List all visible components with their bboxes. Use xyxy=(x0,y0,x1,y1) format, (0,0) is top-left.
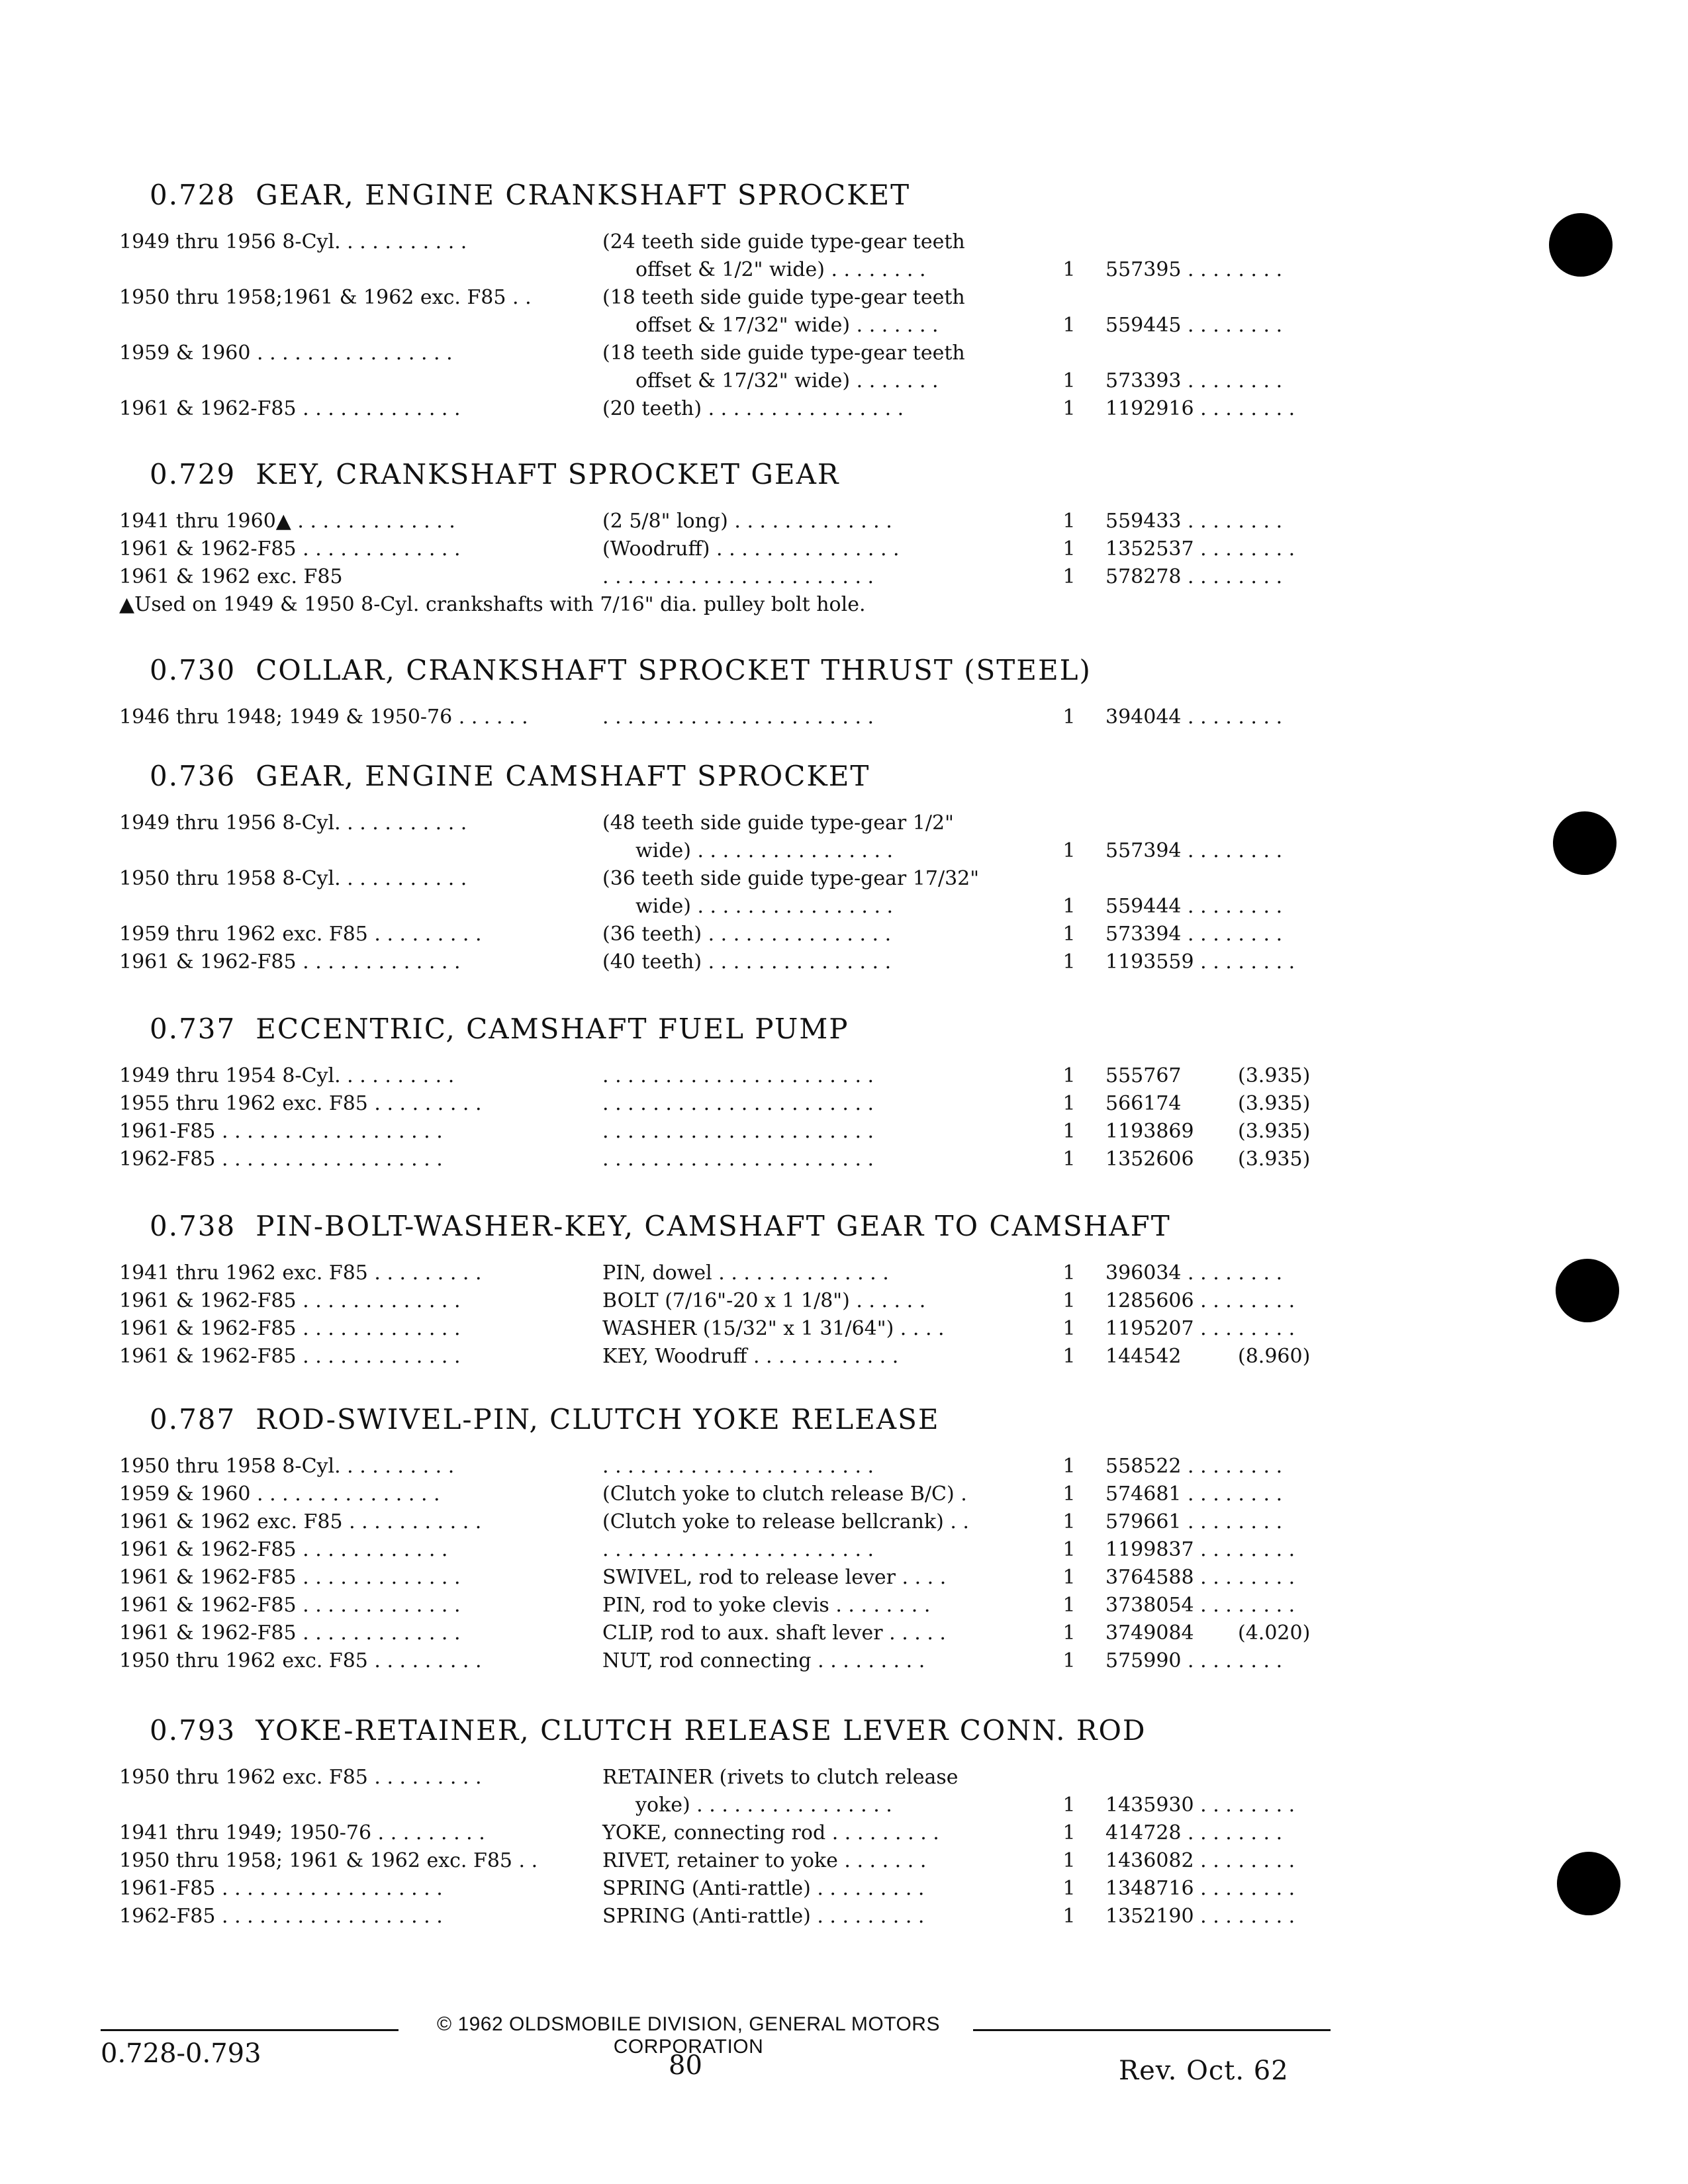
model-years: 1955 thru 1962 exc. F85 . . . . . . . . . xyxy=(119,1092,482,1115)
parts-section xyxy=(99,179,1357,423)
description-line-1: (36 teeth) . . . . . . . . . . . . . . . xyxy=(602,923,892,946)
part-row xyxy=(99,228,1357,284)
quantity: 1 xyxy=(1062,1455,1076,1478)
part-number: 394044 . . . . . . . . xyxy=(1105,705,1283,729)
description-line-1: SPRING (Anti-rattle) . . . . . . . . . xyxy=(602,1905,925,1928)
part-row xyxy=(99,1315,1357,1343)
description-line-1: . . . . . . . . . . . . . . . . . . . . . . xyxy=(602,1120,874,1143)
quantity: 1 xyxy=(1062,1289,1076,1312)
description-line-1: WASHER (15/32" x 1 31/64") . . . . xyxy=(602,1317,945,1340)
section-title: ROD-SWIVEL-PIN, CLUTCH YOKE RELEASE xyxy=(256,1403,940,1435)
part-number: 578278 . . . . . . . . xyxy=(1105,565,1283,588)
quantity: 1 xyxy=(1062,1594,1076,1617)
model-years: 1961 & 1962-F85 . . . . . . . . . . . . . xyxy=(119,1317,461,1340)
model-years: 1961 & 1962-F85 . . . . . . . . . . . . . xyxy=(119,950,461,974)
part-row xyxy=(99,1764,1357,1819)
section-number: 0.737 xyxy=(150,1013,236,1045)
description-line-1: RETAINER (rivets to clutch release xyxy=(602,1766,959,1789)
group-reference: (3.935) xyxy=(1238,1092,1311,1115)
part-row xyxy=(99,1062,1357,1090)
description-line-1: YOKE, connecting rod . . . . . . . . . xyxy=(602,1821,939,1844)
punch-hole-3 xyxy=(1556,1259,1619,1322)
part-number: 1352537 . . . . . . . . xyxy=(1105,537,1295,561)
quantity: 1 xyxy=(1062,258,1076,281)
section-footnote: ▲Used on 1949 & 1950 8-Cyl. crankshafts with 7/16" dia. pulley bolt hole. xyxy=(119,593,866,616)
quantity: 1 xyxy=(1062,1148,1076,1171)
quantity: 1 xyxy=(1062,1621,1076,1645)
model-years: 1961 & 1962-F85 . . . . . . . . . . . . . xyxy=(119,1289,461,1312)
group-reference: (4.020) xyxy=(1238,1621,1311,1645)
part-number: 557395 . . . . . . . . xyxy=(1105,258,1283,281)
description-line-2: wide) . . . . . . . . . . . . . . . . xyxy=(635,895,894,918)
model-years: 1959 & 1960 . . . . . . . . . . . . . . . . xyxy=(119,341,453,365)
description-line-1: . . . . . . . . . . . . . . . . . . . . . . xyxy=(602,1148,874,1171)
model-years: 1962-F85 . . . . . . . . . . . . . . . . . . xyxy=(119,1148,443,1171)
part-number: 558522 . . . . . . . . xyxy=(1105,1455,1283,1478)
quantity: 1 xyxy=(1062,1649,1076,1672)
part-number: 396034 . . . . . . . . xyxy=(1105,1261,1283,1285)
section-number: 0.793 xyxy=(150,1714,236,1747)
part-number: 557394 . . . . . . . . xyxy=(1105,839,1283,862)
quantity: 1 xyxy=(1062,1120,1076,1143)
model-years: 1949 thru 1954 8-Cyl. . . . . . . . . . xyxy=(119,1064,455,1087)
description-line-1: (18 teeth side guide type-gear teeth xyxy=(602,341,965,365)
quantity: 1 xyxy=(1062,1092,1076,1115)
quantity: 1 xyxy=(1062,1821,1076,1844)
part-row xyxy=(99,1118,1357,1146)
section-number: 0.730 xyxy=(150,654,236,686)
quantity: 1 xyxy=(1062,1566,1076,1589)
footer-rule-left xyxy=(101,2029,399,2031)
part-row xyxy=(99,1819,1357,1847)
parts-section xyxy=(99,760,1357,976)
part-description xyxy=(602,1764,1152,1817)
model-years: 1950 thru 1958; 1961 & 1962 exc. F85 . . xyxy=(119,1849,538,1872)
part-number: 1193869 xyxy=(1105,1120,1194,1143)
section-number: 0.729 xyxy=(150,458,236,490)
section-heading xyxy=(150,760,1357,792)
part-description xyxy=(602,865,1152,918)
part-row xyxy=(99,1508,1357,1536)
description-line-1: . . . . . . . . . . . . . . . . . . . . . . xyxy=(602,565,874,588)
part-number: 1195207 . . . . . . . . xyxy=(1105,1317,1295,1340)
part-number: 414728 . . . . . . . . xyxy=(1105,1821,1283,1844)
section-number: 0.736 xyxy=(150,760,236,792)
description-line-1: (36 teeth side guide type-gear 17/32" xyxy=(602,867,980,890)
section-title: GEAR, ENGINE CRANKSHAFT SPROCKET xyxy=(256,179,911,211)
quantity: 1 xyxy=(1062,565,1076,588)
part-description xyxy=(602,284,1152,337)
part-row xyxy=(99,948,1357,976)
description-line-1: (Clutch yoke to release bellcrank) . . xyxy=(602,1510,969,1533)
part-row xyxy=(99,1453,1357,1480)
quantity: 1 xyxy=(1062,923,1076,946)
model-years: 1961-F85 . . . . . . . . . . . . . . . . . . xyxy=(119,1877,443,1900)
section-number: 0.728 xyxy=(150,179,236,211)
model-years: 1941 thru 1962 exc. F85 . . . . . . . . . xyxy=(119,1261,482,1285)
part-row xyxy=(99,340,1357,395)
model-years: 1949 thru 1956 8-Cyl. . . . . . . . . . . xyxy=(119,811,467,835)
description-line-1: RIVET, retainer to yoke . . . . . . . xyxy=(602,1849,927,1872)
section-title: ECCENTRIC, CAMSHAFT FUEL PUMP xyxy=(256,1013,849,1045)
part-row xyxy=(99,563,1357,591)
quantity: 1 xyxy=(1062,1877,1076,1900)
section-heading xyxy=(150,1403,1357,1435)
section-number: 0.787 xyxy=(150,1403,236,1435)
model-years: 1961 & 1962 exc. F85 xyxy=(119,565,343,588)
part-number: 1435930 . . . . . . . . xyxy=(1105,1794,1295,1817)
description-line-1: (Clutch yoke to clutch release B/C) . xyxy=(602,1482,967,1506)
part-number: 1436082 . . . . . . . . xyxy=(1105,1849,1295,1872)
description-line-2: offset & 17/32" wide) . . . . . . . xyxy=(635,369,939,392)
description-line-1: SPRING (Anti-rattle) . . . . . . . . . xyxy=(602,1877,925,1900)
part-number: 559433 . . . . . . . . xyxy=(1105,510,1283,533)
part-row xyxy=(99,809,1357,865)
quantity: 1 xyxy=(1062,1261,1076,1285)
group-reference: (3.935) xyxy=(1238,1148,1311,1171)
quantity: 1 xyxy=(1062,839,1076,862)
quantity: 1 xyxy=(1062,1905,1076,1928)
description-line-1: PIN, rod to yoke clevis . . . . . . . . xyxy=(602,1594,931,1617)
part-row xyxy=(99,1564,1357,1592)
punch-hole-2 xyxy=(1553,811,1617,875)
model-years: 1950 thru 1958 8-Cyl. . . . . . . . . . xyxy=(119,1455,455,1478)
parts-section xyxy=(99,1210,1357,1371)
model-years: 1961 & 1962-F85 . . . . . . . . . . . . . xyxy=(119,1594,461,1617)
model-years: 1946 thru 1948; 1949 & 1950-76 . . . . . . xyxy=(119,705,528,729)
section-heading xyxy=(150,654,1357,686)
part-row xyxy=(99,1647,1357,1675)
description-line-1: (Woodruff) . . . . . . . . . . . . . . . xyxy=(602,537,900,561)
model-years: 1950 thru 1962 exc. F85 . . . . . . . . . xyxy=(119,1766,482,1789)
part-row xyxy=(99,865,1357,921)
quantity: 1 xyxy=(1062,510,1076,533)
part-number: 566174 xyxy=(1105,1092,1182,1115)
part-number: 1192916 . . . . . . . . xyxy=(1105,397,1295,420)
part-row xyxy=(99,395,1357,423)
model-years: 1961 & 1962-F85 . . . . . . . . . . . . . xyxy=(119,397,461,420)
part-row xyxy=(99,1847,1357,1875)
part-row xyxy=(99,1592,1357,1619)
section-title: COLLAR, CRANKSHAFT SPROCKET THRUST (STEEL) xyxy=(256,654,1092,686)
quantity: 1 xyxy=(1062,397,1076,420)
model-years: 1961 & 1962-F85 . . . . . . . . . . . . . xyxy=(119,537,461,561)
quantity: 1 xyxy=(1062,1510,1076,1533)
model-years: 1961 & 1962-F85 . . . . . . . . . . . . . xyxy=(119,1566,461,1589)
quantity: 1 xyxy=(1062,537,1076,561)
punch-hole-4 xyxy=(1557,1852,1620,1915)
description-line-1: (48 teeth side guide type-gear 1/2" xyxy=(602,811,954,835)
description-line-1: . . . . . . . . . . . . . . . . . . . . . . xyxy=(602,1538,874,1561)
footer-rule-right xyxy=(973,2029,1331,2031)
part-number: 3738054 . . . . . . . . xyxy=(1105,1594,1295,1617)
part-number: 144542 xyxy=(1105,1345,1182,1368)
part-row xyxy=(99,508,1357,535)
description-line-1: BOLT (7/16"-20 x 1 1/8") . . . . . . xyxy=(602,1289,926,1312)
part-number: 559445 . . . . . . . . xyxy=(1105,314,1283,337)
description-line-2: offset & 1/2" wide) . . . . . . . . xyxy=(635,258,926,281)
part-row xyxy=(99,1343,1357,1371)
group-reference: (3.935) xyxy=(1238,1064,1311,1087)
model-years: 1961 & 1962-F85 . . . . . . . . . . . . . xyxy=(119,1345,461,1368)
page-number: 80 xyxy=(669,2050,702,2081)
parts-section xyxy=(99,1403,1357,1675)
description-line-1: PIN, dowel . . . . . . . . . . . . . . xyxy=(602,1261,889,1285)
part-number: 1352190 . . . . . . . . xyxy=(1105,1905,1295,1928)
section-heading xyxy=(150,179,1357,211)
description-line-2: yoke) . . . . . . . . . . . . . . . . xyxy=(635,1794,892,1817)
part-number: 574681 . . . . . . . . xyxy=(1105,1482,1283,1506)
part-number: 573394 . . . . . . . . xyxy=(1105,923,1283,946)
description-line-1: (2 5/8" long) . . . . . . . . . . . . . xyxy=(602,510,892,533)
part-description xyxy=(602,228,1152,281)
model-years: 1959 thru 1962 exc. F85 . . . . . . . . . xyxy=(119,923,482,946)
section-heading xyxy=(150,1210,1357,1242)
section-title: GEAR, ENGINE CAMSHAFT SPROCKET xyxy=(256,760,870,792)
model-years: 1961 & 1962-F85 . . . . . . . . . . . . xyxy=(119,1538,448,1561)
part-row xyxy=(99,1875,1357,1903)
model-years: 1950 thru 1958 8-Cyl. . . . . . . . . . . xyxy=(119,867,467,890)
description-line-1: CLIP, rod to aux. shaft lever . . . . . xyxy=(602,1621,946,1645)
parts-section xyxy=(99,654,1357,731)
description-line-1: (24 teeth side guide type-gear teeth xyxy=(602,230,965,253)
description-line-1: (40 teeth) . . . . . . . . . . . . . . . xyxy=(602,950,892,974)
quantity: 1 xyxy=(1062,950,1076,974)
section-number: 0.738 xyxy=(150,1210,236,1242)
group-reference: (3.935) xyxy=(1238,1120,1311,1143)
model-years: 1950 thru 1962 exc. F85 . . . . . . . . . xyxy=(119,1649,482,1672)
part-number: 573393 . . . . . . . . xyxy=(1105,369,1283,392)
model-years: 1941 thru 1960▲ . . . . . . . . . . . . . xyxy=(119,510,455,533)
description-line-1: . . . . . . . . . . . . . . . . . . . . . . xyxy=(602,1455,874,1478)
part-number: 1285606 . . . . . . . . xyxy=(1105,1289,1295,1312)
quantity: 1 xyxy=(1062,1794,1076,1817)
copyright-notice: © 1962 OLDSMOBILE DIVISION, GENERAL MOTORS CORPORATION xyxy=(437,2013,940,2058)
quantity: 1 xyxy=(1062,1064,1076,1087)
part-number: 1193559 . . . . . . . . xyxy=(1105,950,1295,974)
part-row xyxy=(99,284,1357,340)
part-number: 575990 . . . . . . . . xyxy=(1105,1649,1283,1672)
quantity: 1 xyxy=(1062,369,1076,392)
part-number: 1199837 . . . . . . . . xyxy=(1105,1538,1295,1561)
model-years: 1962-F85 . . . . . . . . . . . . . . . . . . xyxy=(119,1905,443,1928)
part-number: 555767 xyxy=(1105,1064,1182,1087)
part-number: 579661 . . . . . . . . xyxy=(1105,1510,1283,1533)
part-row xyxy=(99,1146,1357,1173)
model-years: 1941 thru 1949; 1950-76 . . . . . . . . . xyxy=(119,1821,485,1844)
group-range: 0.728-0.793 xyxy=(101,2038,261,2069)
part-row xyxy=(99,1480,1357,1508)
part-row xyxy=(99,1259,1357,1287)
section-title: KEY, CRANKSHAFT SPROCKET GEAR xyxy=(256,458,840,490)
description-line-1: (18 teeth side guide type-gear teeth xyxy=(602,286,965,309)
part-row xyxy=(99,921,1357,948)
description-line-1: . . . . . . . . . . . . . . . . . . . . . . xyxy=(602,705,874,729)
parts-section xyxy=(99,1013,1357,1173)
part-number: 3764588 . . . . . . . . xyxy=(1105,1566,1295,1589)
description-line-1: SWIVEL, rod to release lever . . . . xyxy=(602,1566,947,1589)
description-line-1: . . . . . . . . . . . . . . . . . . . . . . xyxy=(602,1092,874,1115)
description-line-1: NUT, rod connecting . . . . . . . . . xyxy=(602,1649,925,1672)
model-years: 1949 thru 1956 8-Cyl. . . . . . . . . . . xyxy=(119,230,467,253)
section-title: YOKE-RETAINER, CLUTCH RELEASE LEVER CONN. ROD xyxy=(256,1714,1147,1747)
model-years: 1961-F85 . . . . . . . . . . . . . . . . . . xyxy=(119,1120,443,1143)
quantity: 1 xyxy=(1062,1482,1076,1506)
description-line-1: . . . . . . . . . . . . . . . . . . . . . . xyxy=(602,1064,874,1087)
punch-hole-1 xyxy=(1549,213,1613,277)
part-description xyxy=(602,809,1152,862)
description-line-1: KEY, Woodruff . . . . . . . . . . . . xyxy=(602,1345,899,1368)
model-years: 1959 & 1960 . . . . . . . . . . . . . . . xyxy=(119,1482,440,1506)
description-line-2: wide) . . . . . . . . . . . . . . . . xyxy=(635,839,894,862)
section-heading xyxy=(150,458,1357,490)
quantity: 1 xyxy=(1062,895,1076,918)
part-number: 1348716 . . . . . . . . xyxy=(1105,1877,1295,1900)
model-years: 1961 & 1962-F85 . . . . . . . . . . . . . xyxy=(119,1621,461,1645)
section-heading xyxy=(150,1013,1357,1045)
model-years: 1950 thru 1958;1961 & 1962 exc. F85 . . xyxy=(119,286,532,309)
part-number: 1352606 xyxy=(1105,1148,1194,1171)
quantity: 1 xyxy=(1062,705,1076,729)
description-line-1: (20 teeth) . . . . . . . . . . . . . . . . xyxy=(602,397,904,420)
quantity: 1 xyxy=(1062,1849,1076,1872)
part-row xyxy=(99,1536,1357,1564)
parts-section xyxy=(99,458,1357,619)
quantity: 1 xyxy=(1062,314,1076,337)
quantity: 1 xyxy=(1062,1345,1076,1368)
part-row xyxy=(99,535,1357,563)
model-years: 1961 & 1962 exc. F85 . . . . . . . . . . . xyxy=(119,1510,482,1533)
part-number: 559444 . . . . . . . . xyxy=(1105,895,1283,918)
quantity: 1 xyxy=(1062,1317,1076,1340)
section-title: PIN-BOLT-WASHER-KEY, CAMSHAFT GEAR TO CAMSHAFT xyxy=(256,1210,1171,1242)
part-row xyxy=(99,1090,1357,1118)
part-row xyxy=(99,1619,1357,1647)
description-line-2: offset & 17/32" wide) . . . . . . . xyxy=(635,314,939,337)
part-description xyxy=(602,340,1152,392)
part-number: 3749084 xyxy=(1105,1621,1194,1645)
revision-date: Rev. Oct. 62 xyxy=(1119,2056,1289,2086)
quantity: 1 xyxy=(1062,1538,1076,1561)
part-row xyxy=(99,1903,1357,1931)
part-row xyxy=(99,1287,1357,1315)
parts-section xyxy=(99,1714,1357,1931)
part-row xyxy=(99,704,1357,731)
section-heading xyxy=(150,1714,1357,1747)
group-reference: (8.960) xyxy=(1238,1345,1311,1368)
